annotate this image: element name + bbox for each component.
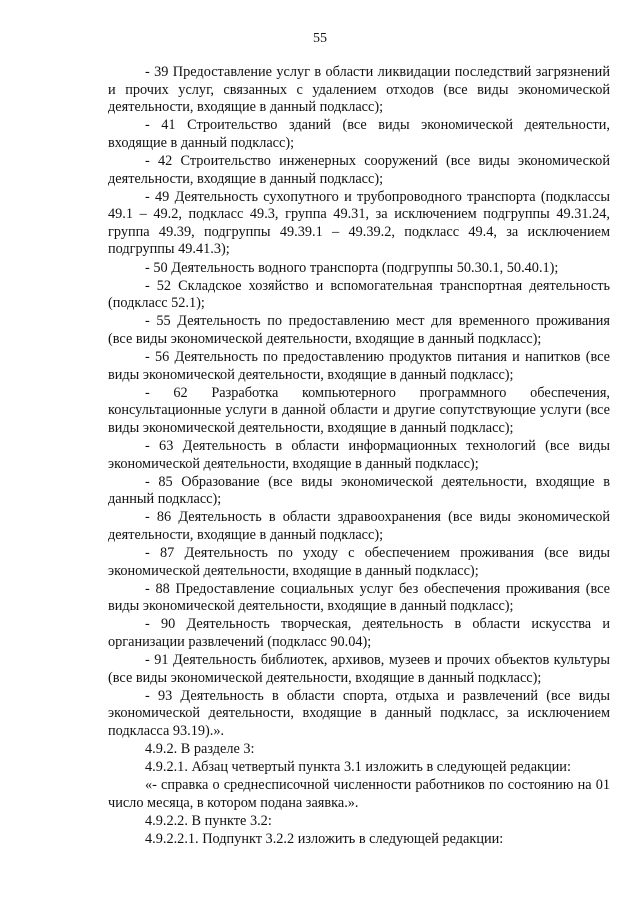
paragraph-okved-42: - 42 Строительство инженерных сооружений (все виды экономической деятельности, входящие в данный подкласс); <box>108 152 610 187</box>
paragraph-section-4-9-2-1: 4.9.2.1. Абзац четвертый пункта 3.1 изложить в следующей редакции: <box>145 759 571 776</box>
paragraph-quote-headcount: «- справка о среднесписочной численности работников по состоянию на 01 число месяца, в котором подана заявка.». <box>108 777 610 811</box>
paragraph-okved-39: - 39 Предоставление услуг в области ликвидации последствий загрязнений и прочих услуг, связанных с удалением отходов (все виды экономической деятельности, входящие в данный подкласс); <box>108 64 610 116</box>
paragraph-okved-63: - 63 Деятельность в области информационных технологий (все виды экономической деятельности, входящие в данный подкласс); <box>108 437 610 472</box>
paragraph-okved-88: - 88 Предоставление социальных услуг без обеспечения проживания (все виды экономической деятельности, входящие в данный подкласс); <box>108 580 610 615</box>
paragraph-okved-41: - 41 Строительство зданий (все виды экономической деятельности, входящие в данный подкласс); <box>108 117 610 151</box>
paragraph-okved-62: - 62 Разработка компьютерного программного обеспечения, консультационные услуги в данной области и другие сопутствующие услуги (все виды экономической деятельности, входящие в данный подкласс); <box>108 384 610 436</box>
paragraph-okved-55: - 55 Деятельность по предоставлению мест для временного проживания (все виды экономической деятельности, входящие в данный подкласс); <box>108 313 610 347</box>
page-number: 55 <box>313 31 327 46</box>
paragraph-okved-86: - 86 Деятельность в области здравоохранения (все виды экономической деятельности, входящие в данный подкласс); <box>108 509 610 543</box>
paragraph-okved-50: - 50 Деятельность водного транспорта (подгруппы 50.30.1, 50.40.1); <box>145 259 559 276</box>
paragraph-okved-91: - 91 Деятельность библиотек, архивов, музеев и прочих объектов культуры (все виды экономической деятельности, входящие в данный подкласс); <box>108 652 610 686</box>
paragraph-okved-56: - 56 Деятельность по предоставлению продуктов питания и напитков (все виды экономической деятельности, входящие в данный подкласс); <box>108 349 610 383</box>
paragraph-okved-49: - 49 Деятельность сухопутного и трубопроводного транспорта (подклассы 49.1 – 49.2, подкласс 49.3, группа 49.31, за исключением подгруппы 49.31.24, группа 49.39, подгруппы 49.39.1 – 49.39.2, подкласс 49.4, за исключением подгруппы 49.41.3); <box>108 188 610 258</box>
document-body <box>108 64 610 849</box>
paragraph-section-4-9-2-2: 4.9.2.2. В пункте 3.2: <box>145 812 272 829</box>
paragraph-okved-90: - 90 Деятельность творческая, деятельность в области искусства и организации развлечений (подкласс 90.04); <box>108 616 610 650</box>
paragraph-okved-52: - 52 Складское хозяйство и вспомогательная транспортная деятельность (подкласс 52.1); <box>108 277 610 312</box>
paragraph-section-4-9-2-2-1: 4.9.2.2.1. Подпункт 3.2.2 изложить в следующей редакции: <box>145 831 504 848</box>
paragraph-okved-93: - 93 Деятельность в области спорта, отдыха и развлечений (все виды экономической деятельности, входящие в данный подкласс, за исключением подкласса 93.19).». <box>108 687 610 739</box>
paragraph-okved-87: - 87 Деятельность по уходу с обеспечением проживания (все виды экономической деятельности, входящие в данный подкласс); <box>108 545 610 579</box>
paragraph-okved-85: - 85 Образование (все виды экономической деятельности, входящие в данный подкласс); <box>108 473 610 508</box>
paragraph-section-4-9-2: 4.9.2. В разделе 3: <box>145 741 255 758</box>
